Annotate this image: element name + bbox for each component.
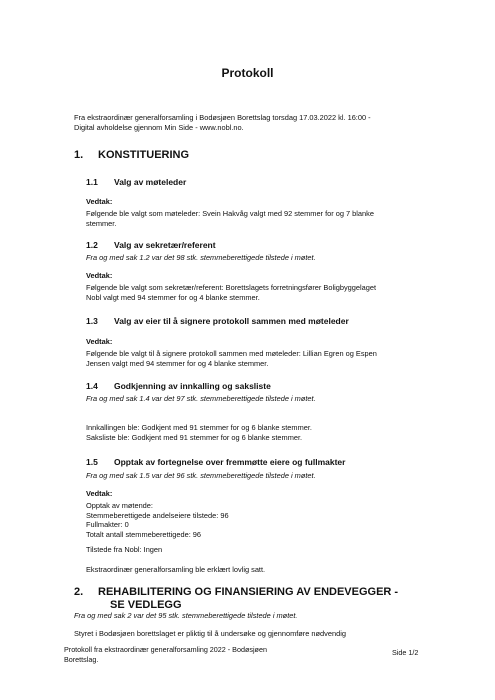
item-body-1-1 [86,209,374,228]
quorum-line: Ekstraordinær generalforsamling ble erklært lovlig satt. [86,565,266,574]
section-title: KONSTITUERING [98,149,190,161]
intro-line: Digital avholdelse gjennom Min Side - www.nobl.no. [74,123,244,132]
section-heading-2 [74,586,444,614]
body-line: Stemmeberettigede andelseiere tilstede: 96 [86,510,229,520]
attendees-line: Tilstede fra Nobl: Ingen [86,545,163,554]
document-title: Protokoll [221,66,274,80]
item-title: Valg av eier til å signere protokoll sammen med møteleder [114,316,349,326]
item-body-1-3 [86,349,377,368]
section-title-line2: SE VEDLEGG [110,599,182,611]
item-body-1-5 [86,501,229,539]
item-title: Opptak av fortegnelse over fremmøtte eiere og fullmakter [114,457,346,467]
item-title: Godkjenning av innkalling og saksliste [114,381,271,391]
body-line: Følgende ble valgt som sekretær/referent: Borettslagets forretningsfører Boligbyggelaget [86,283,377,292]
item-number: 1.2 [86,240,98,250]
body-line: Følgende ble valgt til å signere protokoll sammen med møteleder: Lillian Egren og Espen [86,349,377,358]
item-heading-1-4 [86,381,446,392]
item-body-1-4 [86,423,312,442]
vedtak-label: Vedtak: [86,271,113,280]
item-heading-1-5 [86,457,446,468]
vedtak-label: Vedtak: [86,337,113,346]
intro-paragraph [74,113,434,133]
body-line: Innkallingen ble: Godkjent med 91 stemmer for og 6 blanke stemmer. [86,423,312,432]
section-body-text: Styret i Bodøsjøen borettslaget er pliktig til å undersøke og gjennomføre nødvendig [74,629,346,638]
vedtak-label: Vedtak: [86,489,113,498]
body-line: Totalt antall stemmeberettigede: 96 [86,529,202,539]
body-line: Fullmakter: 0 [86,520,129,529]
body-line: Saksliste ble: Godkjent med 91 stemmer for og 6 blanke stemmer. [86,432,303,442]
item-title: Valg av møteleder [114,177,187,187]
body-line: Opptak av møtende: [86,501,153,510]
item-number: 1.1 [86,177,98,187]
item-heading-1-3 [86,316,446,327]
item-number: 1.3 [86,316,98,326]
item-heading-1-1 [86,177,446,188]
body-line: Følgende ble valgt som møteleder: Svein Hakvåg valgt med 92 stemmer for og 7 blanke [86,209,374,218]
footer-line: Borettslag. [64,654,99,664]
body-line: Nobl valgt med 94 stemmer for og 4 blanke stemmer. [86,292,260,302]
footer-document-info [64,645,267,664]
item-number: 1.5 [86,457,98,467]
attendance-note: Fra og med sak 1.5 var det 96 stk. stemmeberettigede tilstede i møtet. [86,471,316,480]
item-title: Valg av sekretær/referent [114,240,216,250]
attendance-note: Fra og med sak 1.4 var det 97 stk. stemmeberettigede tilstede i møtet. [86,394,316,403]
item-body-1-2 [86,283,376,302]
attendance-note: Fra og med sak 2 var det 95 stk. stemmeberettigede tilstede i møtet. [74,611,298,620]
section-number: 2. [74,586,84,598]
item-number: 1.4 [86,381,98,391]
footer-line: Protokoll fra ekstraordinær generalforsamling 2022 - Bodøsjøen [64,645,267,654]
section-title: REHABILITERING OG FINANSIERING AV ENDEVEGGER - [98,586,399,598]
section-heading-1 [74,149,434,163]
item-heading-1-2 [86,240,446,251]
body-line: Jensen valgt med 94 stemmer for og 4 blanke stemmer. [86,358,269,368]
page-number: Side 1/2 [392,648,419,657]
vedtak-label: Vedtak: [86,197,113,206]
attendance-note: Fra og med sak 1.2 var det 98 stk. stemmeberettigede tilstede i møtet. [86,253,316,262]
section-number: 1. [74,149,84,161]
body-line: stemmer. [86,218,117,228]
intro-line: Fra ekstraordinær generalforsamling i Bodøsjøen Borettslag torsdag 17.03.2022 kl. 16:00 - [74,113,371,122]
